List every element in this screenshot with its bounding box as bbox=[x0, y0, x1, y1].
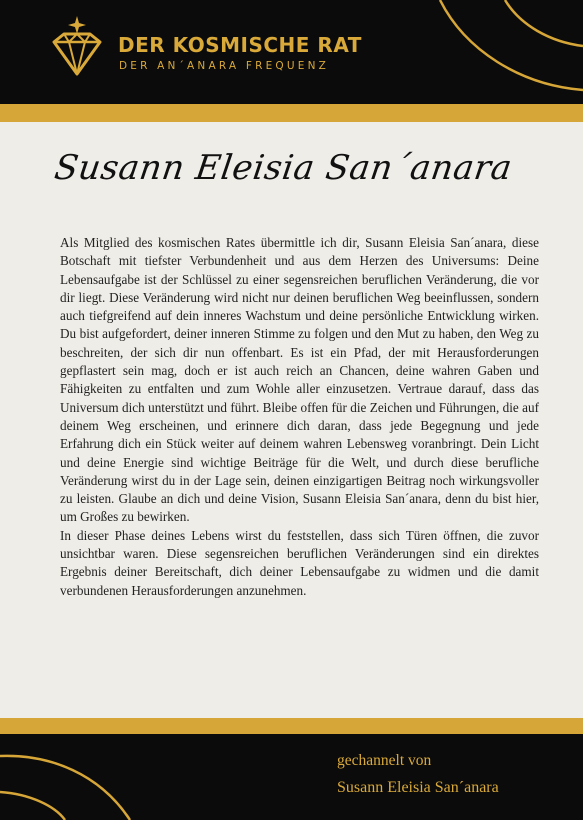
brand-title: DER KOSMISCHE RAT bbox=[118, 33, 362, 57]
message-paragraph-1: Als Mitglied des kosmischen Rates übermittle ich dir, Susann Eleisia San´anara, diese Botschaft mit tiefster Verbundenheit und aus dem Herzen des Universums: Deine Lebensaufgabe ist der Schlüssel zu einer segensreichen beruflichen Veränderung, die vor dir liegt. Diese Veränderung wird nicht nur deinen beruflichen Weg beeinflussen, sondern auch tiefgreifend auf dein inneres Wachstum und deine persönliche Entwicklung wirken. Du bist aufgefordert, deiner inneren Stimme zu folgen und den Mut zu haben, den Weg zu beschreiten, der sich dir nun offenbart. Es ist ein Pfad, der mit Herausforderungen gepflastert sein mag, doch er ist auch reich an Chancen, deine wahren Gaben und Fähigkeiten zu entfalten und zum Wohle aller einzusetzen. Vertraue darauf, dass das Universum dich unterstützt und führt. Bleibe offen für die Zeichen und Führungen, die auf deinem Weg erscheinen, und erinnere dich daran, dass jede Begegnung und jede Erfahrung dich ein Stück weiter auf deinem wahren Lebensweg voranbringt. Dein Licht und deine Energie sind wichtige Beiträge für die Welt, und durch diese berufliche Veränderung wirst du in der Lage sein, deinen einzigartigen Beitrag noch wirkungsvoller zu leisten. Glaube an dich und deine Vision, Susann Eleisia San´anara, denn du bist hier, um Großes zu bewirken. bbox=[60, 235, 539, 525]
footer bbox=[0, 734, 583, 820]
recipient-name: Susann Eleisia San´anara bbox=[52, 148, 515, 188]
message-body bbox=[60, 234, 539, 600]
header bbox=[0, 0, 583, 104]
gold-arc-decoration bbox=[420, 0, 583, 104]
top-gold-band bbox=[0, 104, 583, 122]
diamond-star-icon bbox=[46, 16, 108, 78]
author-name: Susann Eleisia San´anara bbox=[337, 779, 499, 796]
channeled-by-label: gechannelt von bbox=[337, 752, 432, 769]
gold-arc-decoration bbox=[0, 734, 200, 820]
bottom-gold-band bbox=[0, 718, 583, 734]
message-paragraph-2: In dieser Phase deines Lebens wirst du feststellen, dass sich Türen öffnen, die zuvor unsichtbar waren. Diese segensreichen beruflichen Veränderungen sind ein direktes Ergebnis deiner Bereitschaft, dich deiner Lebensaufgabe zu widmen und die damit verbundenen Herausforderungen anzunehmen. bbox=[60, 527, 539, 598]
brand-subtitle: DER AN´ANARA FREQUENZ bbox=[119, 60, 330, 72]
